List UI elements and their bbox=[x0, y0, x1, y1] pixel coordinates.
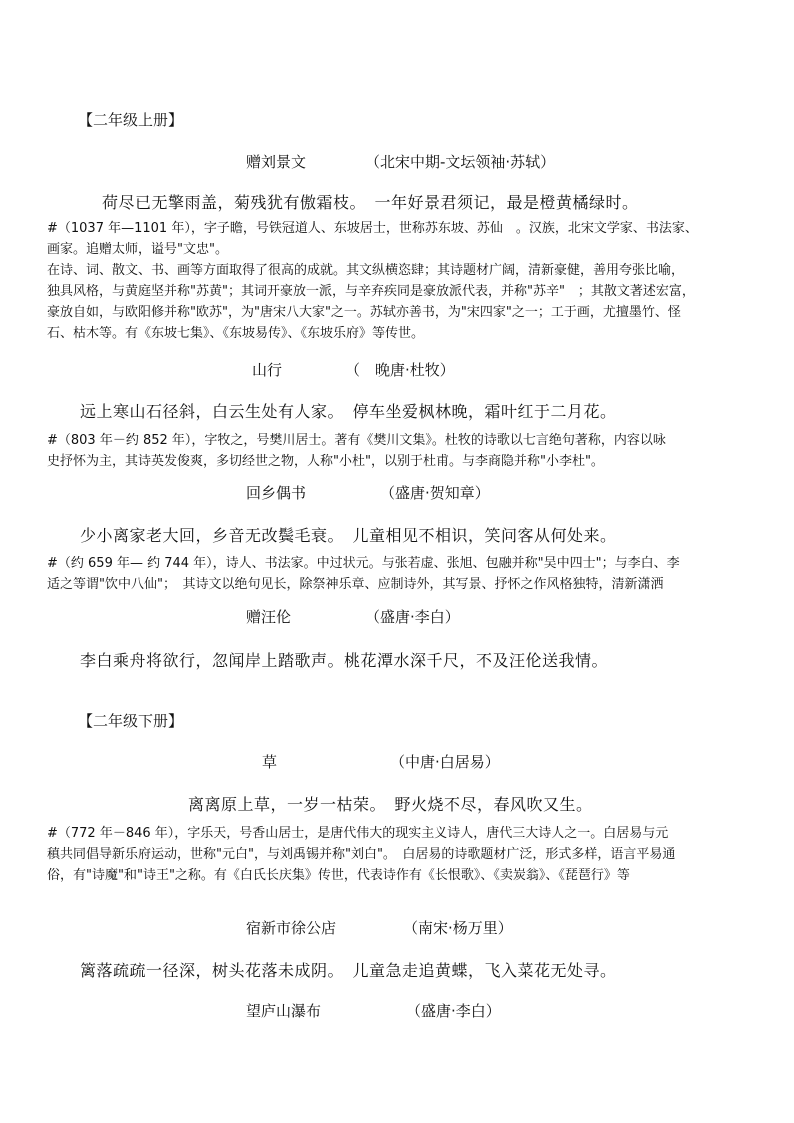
poem-title: 草 bbox=[262, 753, 278, 771]
poem-author: （盛唐·李白） bbox=[365, 608, 460, 626]
note-line: #（772 年－846 年），字乐天，号香山居士，是唐代伟大的现实主义诗人，唐代三大诗人之一。白居易与元 bbox=[47, 826, 669, 841]
section-heading-lower: 【二年级下册】 bbox=[78, 712, 184, 730]
poem-author: （盛唐·李白） bbox=[406, 1002, 501, 1020]
note-line: 独具风格，与黄庭坚并称"苏黄"；其词开豪放一派，与辛弃疾同是豪放派代表，并称"苏辛" ；其散文著述宏富， bbox=[47, 284, 695, 299]
poem-text: 荷尽已无擎雨盖，菊残犹有傲霜枝。 一年好景君须记，最是橙黄橘绿时。 bbox=[102, 193, 639, 212]
note-line: 画家。追赠太师，谥号"文忠"。 bbox=[47, 242, 228, 257]
author-note bbox=[47, 218, 767, 344]
author-note bbox=[47, 553, 767, 595]
poem-title: 赠刘景文 bbox=[246, 153, 307, 171]
poem-author: （中唐·白居易） bbox=[390, 753, 500, 771]
poem-title: 望庐山瀑布 bbox=[246, 1002, 322, 1020]
poem-text: 离离原上草，一岁一枯荣。 野火烧不尽，春风吹又生。 bbox=[188, 795, 593, 814]
author-note bbox=[47, 823, 767, 886]
poem-text: 篱落疏疏一径深，树头花落未成阴。 儿童急走追黄蝶，飞入菜花无处寻。 bbox=[80, 961, 617, 980]
poem-title: 回乡偶书 bbox=[246, 484, 307, 502]
note-line: 史抒怀为主，其诗英发俊爽，多切经世之物，人称"小杜"，以别于杜甫。与李商隐并称"小李杜"。 bbox=[47, 454, 604, 469]
poem-title: 宿新市徐公店 bbox=[246, 919, 337, 937]
note-line: 石、枯木等。有《东坡七集》、《东坡易传》、《东坡乐府》等传世。 bbox=[47, 326, 425, 341]
note-line: #（803 年－约 852 年），字牧之，号樊川居士。著有《樊川文集》。杜牧的诗歌以七言绝句著称，内容以咏 bbox=[47, 433, 666, 448]
section-heading-upper: 【二年级上册】 bbox=[78, 111, 184, 129]
note-line: #（1037 年—1101 年），字子瞻，号铁冠道人、东坡居士，世称苏东坡、苏仙 。汉族，北宋文学家、书法家、 bbox=[47, 221, 698, 236]
poem-author: （盛唐·贺知章） bbox=[380, 484, 490, 502]
note-line: #（约 659 年— 约 744 年），诗人、书法家。中过状元。与张若虚、张旭、包融并称"吴中四士"；与李白、李 bbox=[47, 556, 680, 571]
note-line: 稹共同倡导新乐府运动，世称"元白"，与刘禹锡并称"刘白"。 白居易的诗歌题材广泛，形式多样，语言平易通 bbox=[47, 847, 676, 862]
note-line: 俗，有"诗魔"和"诗王"之称。有《白氏长庆集》传世，代表诗作有《长恨歌》、《卖炭翁》、《琵琶行》等 bbox=[47, 868, 630, 883]
poem-author: （ 晚唐·杜牧） bbox=[345, 361, 455, 379]
poem-title: 赠汪伦 bbox=[246, 608, 292, 626]
poem-text: 远上寒山石径斜，白云生处有人家。 停车坐爱枫林晚，霜叶红于二月花。 bbox=[80, 402, 617, 421]
poem-author: （南宋·杨万里） bbox=[403, 919, 513, 937]
poem-title: 山行 bbox=[252, 361, 283, 379]
poem-text: 李白乘舟将欲行，忽闻岸上踏歌声。桃花潭水深千尺，不及汪伦送我情。 bbox=[80, 651, 609, 670]
poem-author: （北宋中期-文坛领袖·苏轼） bbox=[365, 153, 556, 171]
note-line: 豪放自如，与欧阳修并称"欧苏"，为"唐宋八大家"之一。苏轼亦善书，为"宋四家"之一；工于画，尤擅墨竹、怪 bbox=[47, 305, 681, 320]
note-line: 适之等谓"饮中八仙"； 其诗文以绝句见长，除祭神乐章、应制诗外，其写景、抒怀之作风格独特，清新潇洒 bbox=[47, 577, 664, 592]
poem-text: 少小离家老大回，乡音无改鬓毛衰。 儿童相见不相识，笑问客从何处来。 bbox=[80, 526, 617, 545]
author-note bbox=[47, 430, 767, 472]
note-line: 在诗、词、散文、书、画等方面取得了很高的成就。其文纵横恣肆；其诗题材广阔，清新豪健，善用夸张比喻， bbox=[47, 263, 685, 278]
